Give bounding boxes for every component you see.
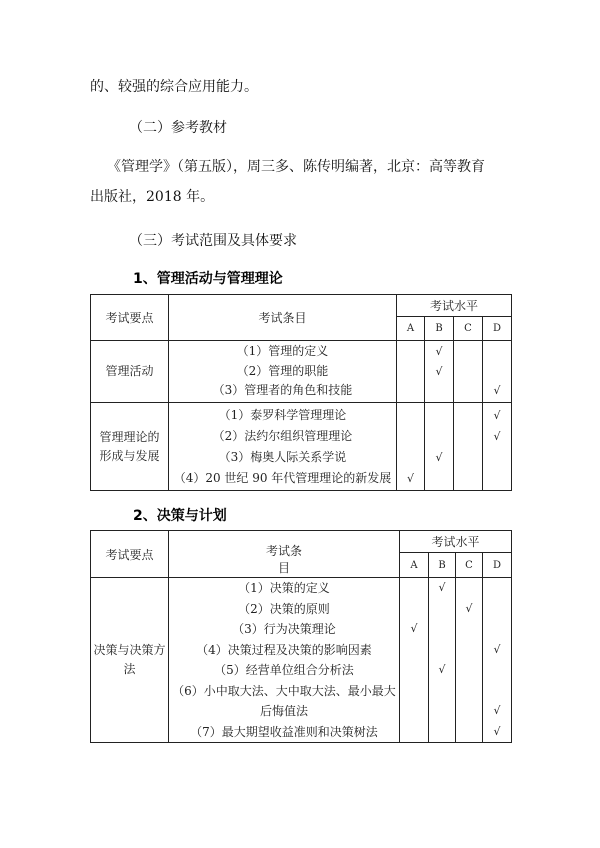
exam-point-cell: [91, 578, 169, 743]
empty-level-slot: [483, 578, 511, 599]
exam-items-cell: [169, 403, 397, 491]
exam-item-line: （3）行为决策理论: [232, 622, 336, 636]
level-a-cell: [400, 578, 429, 743]
empty-level-slot: [429, 722, 455, 743]
empty-level-slot: [400, 660, 428, 681]
empty-level-slot: [456, 701, 482, 722]
exam-items-cell: [169, 341, 397, 403]
empty-level-slot: [425, 426, 453, 447]
table-header-row: [91, 531, 512, 553]
empty-level-slot: [400, 640, 428, 661]
level-c-header: C: [456, 553, 483, 578]
exam-item-line: （4）决策过程及决策的影响因素: [196, 642, 372, 657]
empty-level-slot: [397, 362, 424, 382]
level-d-header: D: [483, 317, 512, 341]
empty-level-slot: [456, 578, 482, 599]
empty-level-slot: [454, 405, 482, 426]
textbook-citation-line-2: 出版社，2018 年。: [90, 189, 215, 205]
syllabus-table-body: [91, 578, 512, 743]
level-a-header: A: [400, 553, 429, 578]
empty-level-slot: [454, 381, 482, 401]
exam-point-cell: [91, 341, 169, 403]
empty-level-slot: [456, 640, 482, 661]
exam-point-cell: [91, 403, 169, 491]
topic-group-row: [91, 341, 512, 403]
empty-level-slot: [429, 599, 455, 620]
level-c-cell: [454, 403, 483, 491]
empty-level-slot: [456, 619, 482, 640]
check-mark: √: [435, 450, 443, 464]
level-d-header: D: [483, 553, 512, 578]
exam-item-line: 后悔值法: [259, 704, 308, 718]
empty-level-slot: [397, 405, 424, 426]
empty-level-slot: [397, 342, 424, 362]
empty-level-slot: [483, 342, 511, 362]
exam-item-line: （2）法约尔组织管理理论: [212, 428, 353, 443]
check-mark: √: [435, 364, 443, 378]
syllabus-table-management: [90, 294, 512, 491]
check-mark: √: [493, 704, 501, 717]
level-b-header: B: [429, 553, 456, 578]
empty-level-slot: [397, 447, 424, 468]
empty-level-slot: [425, 381, 453, 401]
exam-item-line: （4）20 世纪 90 年代管理理论的新发展: [173, 470, 392, 485]
exam-point-label: 管理活动: [105, 364, 154, 378]
exam-item-line: （2）决策的原则: [238, 601, 330, 616]
exam-item-line: （5）经营单位组合分析法: [214, 663, 354, 677]
exam-item-line: （2）管理的职能: [236, 363, 329, 378]
exam-item-line: （3）梅奥人际关系学说: [218, 449, 347, 464]
table-header-row: [91, 295, 512, 317]
syllabus-table-decision: [90, 530, 512, 743]
empty-level-slot: [425, 468, 453, 489]
check-mark: √: [438, 581, 446, 594]
exam-item-line: （1）泰罗科学管理理论: [218, 407, 347, 422]
exam-item-line: （1）决策的定义: [238, 581, 330, 595]
level-b-cell: [429, 578, 456, 743]
empty-level-slot: [454, 468, 482, 489]
exam-level-header: 考试水平: [397, 295, 512, 317]
empty-level-slot: [429, 701, 455, 722]
exam-item-line: （3）管理者的角色和技能: [212, 383, 353, 398]
check-mark: √: [465, 601, 473, 615]
empty-level-slot: [483, 681, 511, 702]
level-c-cell: [454, 341, 483, 403]
empty-level-slot: [397, 426, 424, 447]
level-b-header: B: [425, 317, 454, 341]
exam-items-header-label: 考试条目: [265, 544, 302, 575]
exam-items-header-label: 考试条目: [258, 311, 307, 325]
level-a-cell: [397, 403, 425, 491]
level-a-cell: [397, 341, 425, 403]
level-d-cell: [483, 578, 512, 743]
empty-level-slot: [400, 599, 428, 620]
check-mark: √: [493, 384, 501, 398]
check-mark: √: [493, 429, 501, 443]
table-heading-management: 1、管理活动与管理理论: [133, 271, 283, 287]
check-mark: √: [435, 345, 443, 359]
topic-group-row: [91, 578, 512, 743]
level-b-cell: [425, 341, 454, 403]
empty-level-slot: [483, 362, 511, 382]
empty-level-slot: [429, 619, 455, 640]
empty-level-slot: [483, 599, 511, 620]
exam-item-line: （6）小中取大法、大中取大法、最小最大: [172, 683, 396, 698]
level-c-cell: [456, 578, 483, 743]
empty-level-slot: [429, 640, 455, 661]
empty-level-slot: [456, 681, 482, 702]
empty-level-slot: [483, 619, 511, 640]
empty-level-slot: [483, 660, 511, 681]
topic-group-row: [91, 403, 512, 491]
level-a-header: A: [397, 317, 425, 341]
exam-level-header: 考试水平: [400, 531, 512, 553]
empty-level-slot: [397, 381, 424, 401]
empty-level-slot: [400, 722, 428, 743]
exam-point-header: 考试要点: [91, 295, 169, 341]
empty-level-slot: [483, 468, 511, 489]
table-header: [91, 531, 512, 578]
table-header: [91, 295, 512, 341]
exam-point-label: 管理理论的形成与发展: [99, 429, 160, 463]
empty-level-slot: [454, 342, 482, 362]
check-mark: √: [493, 724, 501, 738]
section-heading-textbook: （二）参考教材: [129, 120, 227, 136]
check-mark: √: [493, 408, 501, 422]
empty-level-slot: [454, 426, 482, 447]
empty-level-slot: [425, 405, 453, 426]
empty-level-slot: [454, 447, 482, 468]
empty-level-slot: [400, 701, 428, 722]
level-c-header: C: [454, 317, 483, 341]
section-heading-scope: （三）考试范围及具体要求: [129, 233, 297, 249]
syllabus-table-body: [91, 341, 512, 491]
empty-level-slot: [483, 447, 511, 468]
check-mark: √: [410, 622, 418, 635]
level-d-cell: [483, 403, 512, 491]
level-b-cell: [425, 403, 454, 491]
intro-tail-line: 的、较强的综合应用能力。: [90, 79, 258, 95]
exam-items-header: [169, 531, 400, 578]
exam-point-header: 考试要点: [91, 531, 169, 578]
exam-point-label: 决策与决策方法: [93, 643, 166, 676]
exam-item-line: （1）管理的定义: [236, 344, 329, 359]
empty-level-slot: [400, 578, 428, 599]
empty-level-slot: [400, 681, 428, 702]
empty-level-slot: [456, 660, 482, 681]
empty-level-slot: [454, 362, 482, 382]
exam-items-header: [169, 295, 397, 341]
empty-level-slot: [429, 681, 455, 702]
empty-level-slot: [456, 722, 482, 743]
table-heading-decision: 2、决策与计划: [133, 508, 227, 524]
exam-item-line: （7）最大期望收益准则和决策树法: [190, 724, 378, 739]
check-mark: √: [406, 471, 414, 485]
level-d-cell: [483, 341, 512, 403]
check-mark: √: [493, 642, 501, 656]
check-mark: √: [438, 663, 446, 676]
textbook-citation-line-1: 《管理学》（第五版），周三多、陈传明编著，北京：高等教育: [107, 159, 485, 175]
exam-items-cell: [169, 578, 400, 743]
